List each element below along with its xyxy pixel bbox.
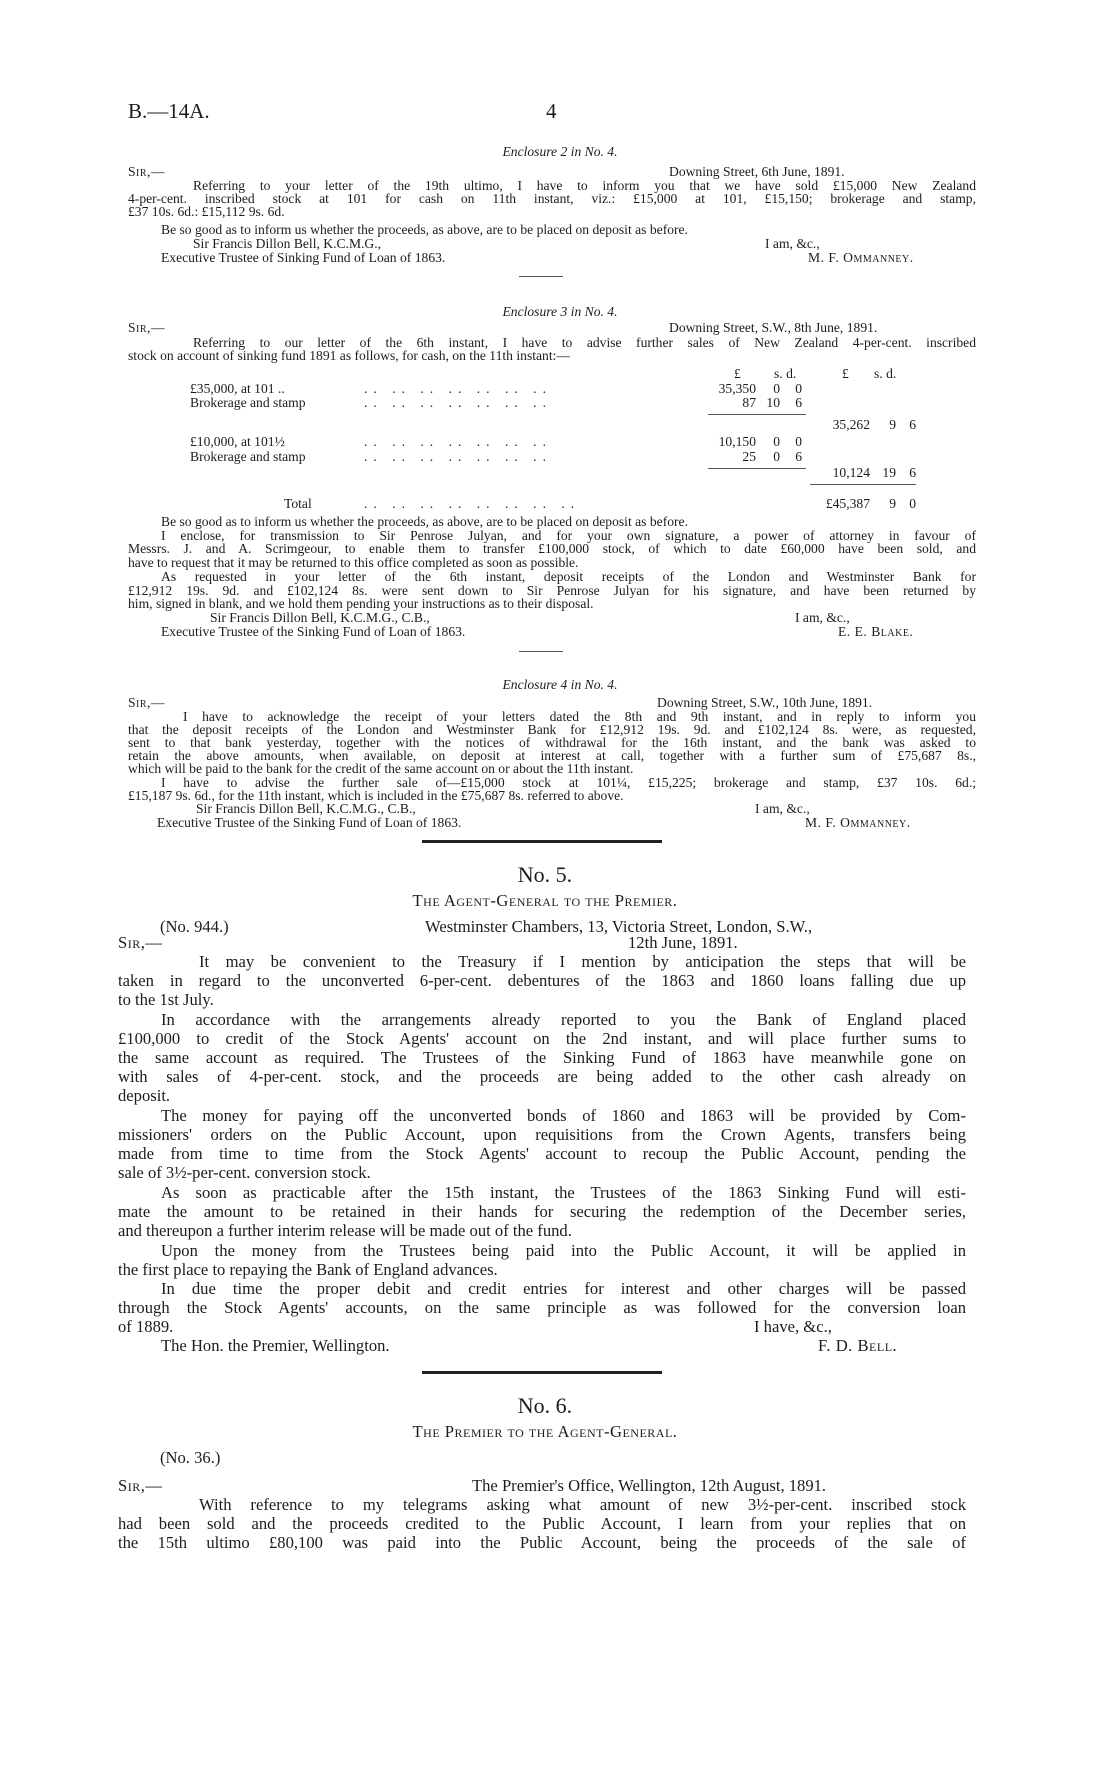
total-label: Total xyxy=(284,496,312,511)
section-divider xyxy=(422,1371,662,1374)
signature: E. E. Blake. xyxy=(838,624,914,639)
amount-pence: 6 xyxy=(795,449,802,464)
body-line: that the deposit receipts of the London and Westminster Bank for £12,912 19s. 9d. and £102,124 8s. were, as requested, xyxy=(128,722,976,737)
body-line: stock on account of sinking fund 1891 as follows, for cash, on the 11th instant:— xyxy=(128,348,570,363)
enclosure-heading: Enclosure 3 in No. 4. xyxy=(502,304,618,319)
letter-subtitle: The Agent-General to the Premier. xyxy=(412,891,678,910)
body-line: deposit. xyxy=(118,1086,171,1105)
body-line: made from time to time from the Stock Agents' account to recoup the Public Account, pending the xyxy=(118,1144,966,1163)
body-line: As requested in your letter of the 6th instant, deposit receipts of the London and Westminster Bank for xyxy=(161,569,976,584)
amount-pence: 6 xyxy=(795,395,802,410)
total-pounds: £45,387 xyxy=(825,496,870,511)
body-line: In due time the proper debit and credit entries for interest and other charges will be passed xyxy=(161,1279,966,1298)
subtotal-pence: 6 xyxy=(909,417,916,432)
closing: I have, &c., xyxy=(754,1317,832,1336)
addressee: Executive Trustee of the Sinking Fund of Loan of 1863. xyxy=(161,624,466,639)
signature: F. D. Bell. xyxy=(818,1336,898,1355)
body-line: It may be convenient to the Treasury if I mention by anticipation the steps that will be xyxy=(199,952,966,971)
body-line: £37 10s. 6d.: £15,112 9s. 6d. xyxy=(128,204,285,219)
amount-shillings: 10 xyxy=(766,395,780,410)
body-line: The money for paying off the unconverted bonds of 1860 and 1863 will be provided by Com- xyxy=(161,1106,966,1125)
amount-pence: 0 xyxy=(795,434,802,449)
place-date: Downing Street, S.W., 8th June, 1891. xyxy=(669,320,878,335)
letter-subtitle: The Premier to the Agent-General. xyxy=(412,1422,678,1441)
salutation: Sir,— xyxy=(128,164,166,179)
page-number: 4 xyxy=(546,99,557,123)
letter-address: Westminster Chambers, 13, Victoria Street, London, S.W., xyxy=(425,917,813,936)
body-line: £12,912 19s. 9d. and £102,124 8s. were sent down to Sir Penrose Julyan for his signature, and have been returned by xyxy=(128,583,976,598)
body-line: Be so good as to inform us whether the proceeds, as above, are to be placed on deposit as before. xyxy=(161,514,688,529)
column-header-shillings-pence: s. d. xyxy=(774,366,797,381)
body-line: Referring to your letter of the 19th ultimo, I have to inform you that we have sold £15,000 New Zealand xyxy=(193,178,976,193)
row-label: £35,000, at 101 .. xyxy=(190,381,285,396)
body-line: him, signed in blank, and we hold them pending your instructions as to their disposal. xyxy=(128,596,594,611)
body-line: I have to advise the further sale of—£15,000 stock at 101¼, £15,225; brokerage and stamp, £37 10s. 6d.; xyxy=(161,775,976,790)
document-reference: B.—14A. xyxy=(128,99,210,123)
body-line: the same account as required. The Trustees of the Sinking Fund of 1863 have meanwhile gone on xyxy=(118,1048,966,1067)
total-pence: 0 xyxy=(909,496,916,511)
amount-pence: 0 xyxy=(795,381,802,396)
letter-title: No. 5. xyxy=(517,862,573,887)
total-shillings: 9 xyxy=(889,496,896,511)
signature: M. F. Ommanney. xyxy=(805,815,911,830)
body-line: sent to that bank yesterday, together with the notices of withdrawal for the 16th instant, and the bank was asked to xyxy=(128,735,976,750)
body-line: I enclose, for transmission to Sir Penrose Julyan, and for your own signature, a power of attorney in favour of xyxy=(161,528,976,543)
body-line: 4-per-cent. inscribed stock at 101 for cash on 11th instant, viz.: £15,000 at 101, £15,150; brokerage and stamp, xyxy=(128,191,976,206)
column-header-pounds: £ xyxy=(734,366,741,381)
addressee: Executive Trustee of Sinking Fund of Loan of 1863. xyxy=(161,250,446,265)
sum-rule xyxy=(708,468,806,469)
closing: I am, &c., xyxy=(795,610,850,625)
body-line: through the Stock Agents' accounts, on the same principle as was followed for the conversion loan xyxy=(118,1298,966,1317)
leader-dots: .. .. .. .. .. .. .. xyxy=(364,381,552,396)
letter-title: No. 6. xyxy=(517,1393,573,1418)
body-line: the first place to repaying the Bank of England advances. xyxy=(118,1260,498,1279)
body-line: and thereupon a further interim release will be made out of the fund. xyxy=(118,1221,572,1240)
row-label: Brokerage and stamp xyxy=(190,395,306,410)
salutation: Sir,— xyxy=(128,320,166,335)
total-rule xyxy=(810,484,916,485)
enclosure-heading: Enclosure 2 in No. 4. xyxy=(502,144,618,159)
enclosure-heading: Enclosure 4 in No. 4. xyxy=(502,677,618,692)
amount-pounds: 87 xyxy=(742,395,756,410)
amount-pounds: 35,350 xyxy=(718,381,756,396)
leader-dots: .. .. .. .. .. .. .. .. xyxy=(364,496,581,511)
letter-ref: (No. 36.) xyxy=(160,1448,221,1467)
addressee: Sir Francis Dillon Bell, K.C.M.G., C.B., xyxy=(210,610,430,625)
closing: I am, &c., xyxy=(755,801,810,816)
body-line: In accordance with the arrangements already reported to you the Bank of England placed xyxy=(161,1010,966,1029)
body-line: £15,187 9s. 6d., for the 11th instant, which is included in the £75,687 8s. referred to above. xyxy=(128,788,624,803)
subtotal-pounds: 35,262 xyxy=(832,417,870,432)
section-divider xyxy=(422,840,662,843)
body-line: I have to acknowledge the receipt of your letters dated the 8th and 9th instant, and in reply to inform you xyxy=(183,709,976,724)
addressee: Sir Francis Dillon Bell, K.C.M.G., xyxy=(193,236,382,251)
leader-dots: .. .. .. .. .. .. .. xyxy=(364,449,552,464)
place-date: Downing Street, S.W., 10th June, 1891. xyxy=(657,695,873,710)
body-line: Be so good as to inform us whether the proceeds, as above, are to be placed on deposit as before. xyxy=(161,222,688,237)
addressee: Executive Trustee of the Sinking Fund of Loan of 1863. xyxy=(157,815,462,830)
salutation: Sir,— xyxy=(118,1476,163,1495)
salutation: Sir,— xyxy=(128,695,166,710)
place-date: Downing Street, 6th June, 1891. xyxy=(669,164,845,179)
subtotal-pence: 6 xyxy=(909,465,916,480)
body-line: the 15th ultimo £80,100 was paid into the Public Account, being the proceeds of the sale of xyxy=(118,1533,966,1552)
column-header-shillings-pence: s. d. xyxy=(874,366,897,381)
body-line: taken in regard to the unconverted 6-per-cent. debentures of the 1863 and 1860 loans falling due up xyxy=(118,971,966,990)
row-label: £10,000, at 101½ xyxy=(190,434,285,449)
body-line: Messrs. J. and A. Scrimgeour, to enable them to transfer £100,000 stock, of which to date £60,000 have been sold, and xyxy=(128,541,976,556)
body-line: to the 1st July. xyxy=(118,990,214,1009)
letter-date: 12th June, 1891. xyxy=(628,933,738,952)
signature: M. F. Ommanney. xyxy=(808,250,914,265)
body-line: which will be paid to the bank for the credit of the same account on or about the 11th instant. xyxy=(128,761,634,776)
closing: I am, &c., xyxy=(765,236,820,251)
sum-rule xyxy=(708,414,806,415)
body-line: Referring to our letter of the 6th instant, I have to advise further sales of New Zealand 4-per-cent. inscribed xyxy=(193,335,976,350)
amount-shillings: 0 xyxy=(773,449,780,464)
body-line: Upon the money from the Trustees being paid into the Public Account, it will be applied in xyxy=(161,1241,966,1260)
amount-shillings: 0 xyxy=(773,434,780,449)
body-line: with sales of 4-per-cent. stock, and the proceeds are being added to the other cash already on xyxy=(118,1067,966,1086)
subtotal-pounds: 10,124 xyxy=(832,465,870,480)
body-line: £100,000 to credit of the Stock Agents' account on the 2nd instant, and will place further sums to xyxy=(118,1029,966,1048)
leader-dots: .. .. .. .. .. .. .. xyxy=(364,395,552,410)
body-line: sale of 3½-per-cent. conversion stock. xyxy=(118,1163,371,1182)
subtotal-shillings: 9 xyxy=(889,417,896,432)
salutation: Sir,— xyxy=(118,933,163,952)
separator-rule xyxy=(519,276,563,277)
body-line: mate the amount to be retained in their hands for securing the redemption of the December series, xyxy=(118,1202,966,1221)
body-line: have to request that it may be returned to this office completed as soon as possible. xyxy=(128,555,579,570)
body-line: missioners' orders on the Public Account, upon requisitions from the Crown Agents, transfers being xyxy=(118,1125,966,1144)
column-header-pounds: £ xyxy=(842,366,849,381)
letter-ref: (No. 944.) xyxy=(160,917,229,936)
body-line: As soon as practicable after the 15th instant, the Trustees of the 1863 Sinking Fund will esti- xyxy=(161,1183,966,1202)
addressee: The Hon. the Premier, Wellington. xyxy=(161,1336,390,1355)
place-date: The Premier's Office, Wellington, 12th August, 1891. xyxy=(472,1476,827,1495)
subtotal-shillings: 19 xyxy=(882,465,896,480)
body-line: had been sold and the proceeds credited to the Public Account, I learn from your replies that on xyxy=(118,1514,966,1533)
amount-pounds: 10,150 xyxy=(718,434,756,449)
body-line: With reference to my telegrams asking what amount of new 3½-per-cent. inscribed stock xyxy=(199,1495,966,1514)
leader-dots: .. .. .. .. .. .. .. xyxy=(364,434,552,449)
body-line: of 1889. xyxy=(118,1317,174,1336)
amount-shillings: 0 xyxy=(773,381,780,396)
body-line: retain the above amounts, when available, on deposit at interest at call, together with a further sum of £75,687 8s., xyxy=(128,748,976,763)
amount-pounds: 25 xyxy=(742,449,756,464)
addressee: Sir Francis Dillon Bell, K.C.M.G., C.B., xyxy=(196,801,416,816)
row-label: Brokerage and stamp xyxy=(190,449,306,464)
separator-rule xyxy=(519,651,563,652)
